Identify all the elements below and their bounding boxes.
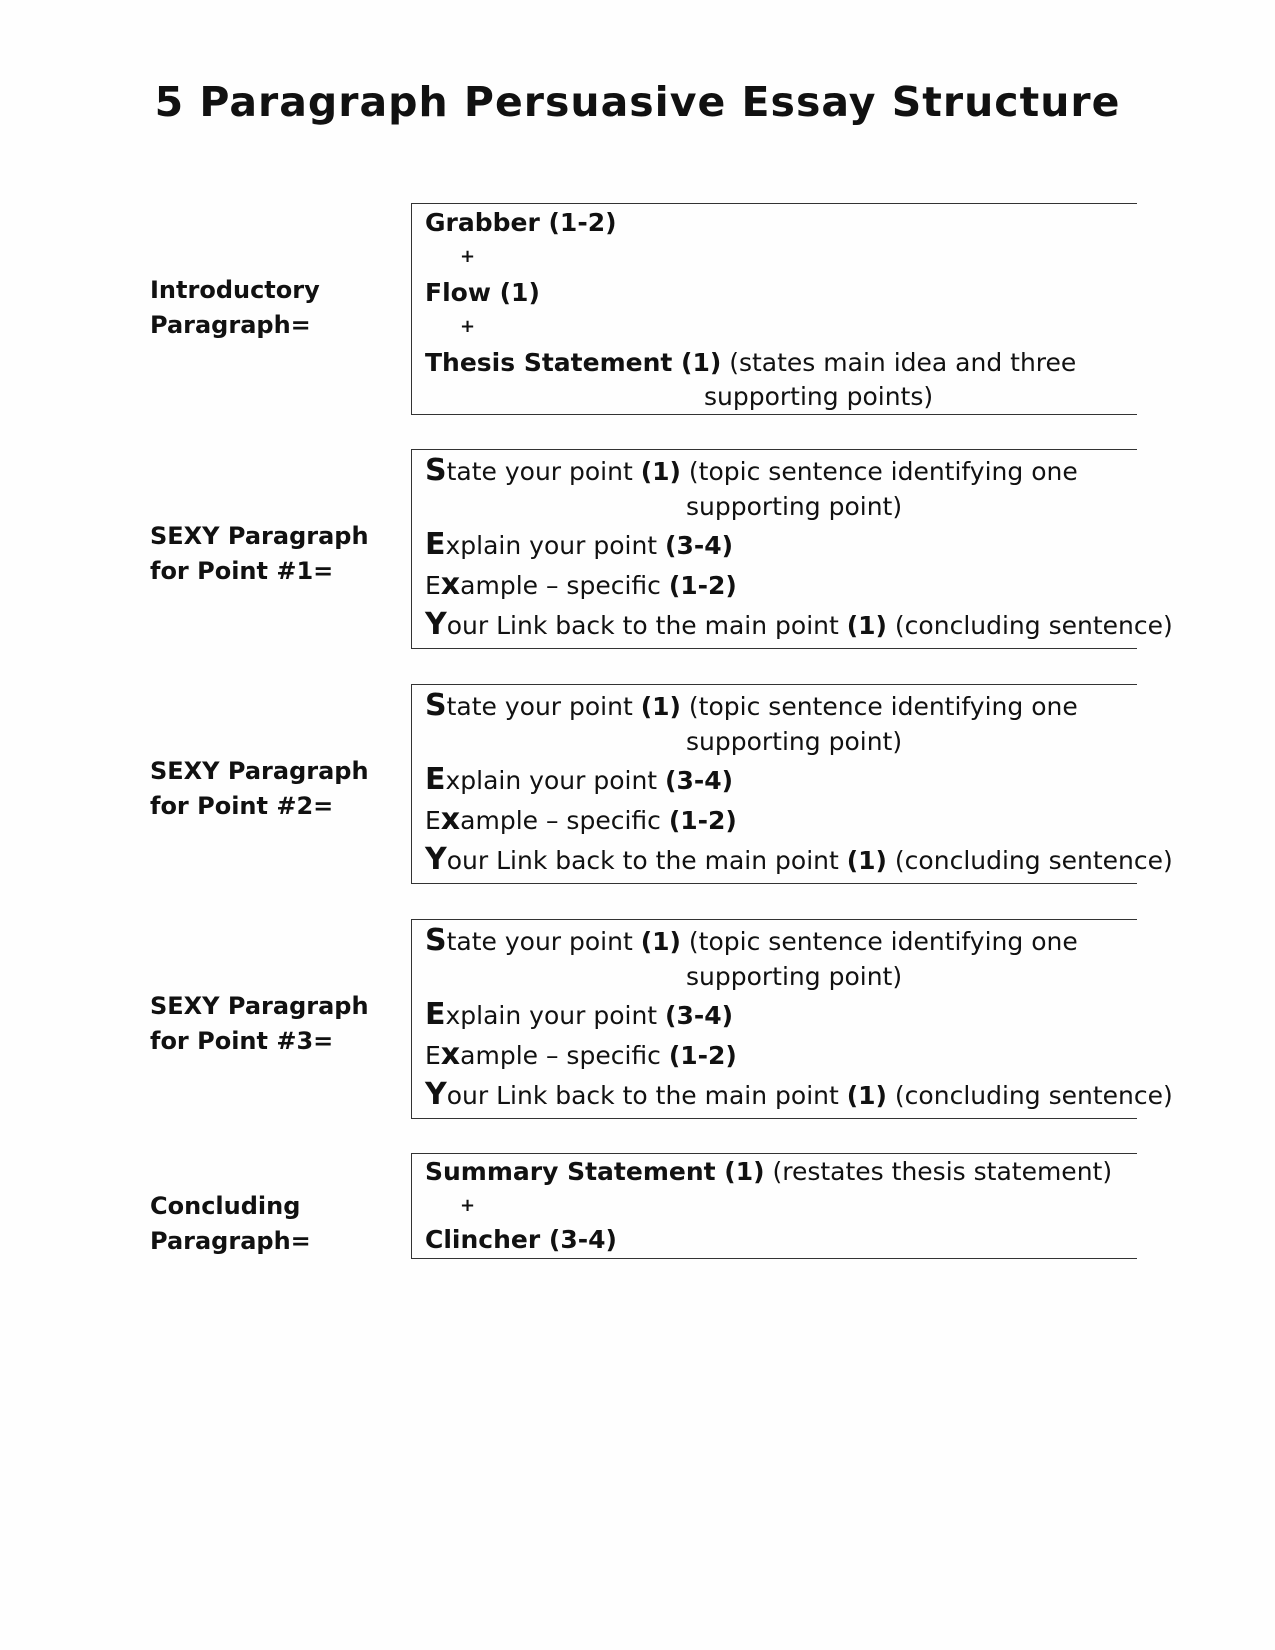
explain-line	[425, 997, 734, 1032]
example-pre: E	[425, 571, 441, 600]
state-text: tate your point	[446, 927, 641, 956]
sexy-1-label	[150, 519, 390, 589]
state-count: (1)	[640, 692, 681, 721]
sexy-2-box	[411, 684, 1173, 884]
plus-sign: +	[460, 246, 476, 267]
conclusion-label-line1: Concluding	[150, 1192, 301, 1220]
state-initial: S	[425, 453, 447, 488]
example-line	[425, 567, 737, 602]
sexy-2-label-line1: SEXY Paragraph	[150, 757, 369, 785]
state-initial: S	[425, 923, 447, 958]
summary-text: (restates thesis statement)	[764, 1157, 1113, 1186]
state-count: (1)	[640, 457, 681, 486]
sexy-3-label-line1: SEXY Paragraph	[150, 992, 369, 1020]
explain-initial: E	[425, 997, 446, 1032]
state-line	[425, 688, 1078, 723]
thesis-continuation: supporting points)	[704, 382, 934, 411]
state-rest: (topic sentence identifying one	[680, 457, 1078, 486]
conclusion-label	[150, 1189, 390, 1259]
explain-line	[425, 762, 734, 797]
link-line	[425, 842, 1173, 877]
plus-sign: +	[460, 1195, 476, 1216]
explain-text: xplain your point	[445, 766, 666, 795]
state-line	[425, 453, 1078, 488]
state-continuation: supporting point)	[686, 962, 903, 991]
link-line	[425, 607, 1173, 642]
explain-count: (3-4)	[665, 1001, 734, 1030]
example-text: ample – specific	[460, 1041, 669, 1070]
state-rest: (topic sentence identifying one	[680, 692, 1078, 721]
explain-initial: E	[425, 527, 446, 562]
example-count: (1-2)	[668, 1041, 737, 1070]
link-text: our Link back to the main point	[446, 611, 847, 640]
sexy-3-label-line2: for Point #3=	[150, 1027, 334, 1055]
example-count: (1-2)	[668, 571, 737, 600]
intro-label-line2: Paragraph=	[150, 311, 311, 339]
state-count: (1)	[640, 927, 681, 956]
sexy-1-label-line2: for Point #1=	[150, 557, 334, 585]
example-pre: E	[425, 1041, 441, 1070]
explain-count: (3-4)	[665, 531, 734, 560]
page-title: 5 Paragraph Persuasive Essay Structure	[154, 78, 1121, 126]
link-count: (1)	[846, 611, 887, 640]
clincher-line: Clincher (3-4)	[425, 1225, 617, 1254]
explain-text: xplain your point	[445, 531, 666, 560]
link-count: (1)	[846, 846, 887, 875]
sexy-2-label-line2: for Point #2=	[150, 792, 334, 820]
state-rest: (topic sentence identifying one	[680, 927, 1078, 956]
conclusion-label-line2: Paragraph=	[150, 1227, 311, 1255]
sexy-1-box	[411, 449, 1173, 649]
link-initial: Y	[425, 607, 447, 642]
sexy-3-label	[150, 989, 390, 1059]
example-line	[425, 1037, 737, 1072]
conclusion-box	[411, 1153, 1137, 1259]
explain-line	[425, 527, 734, 562]
link-text: our Link back to the main point	[446, 1081, 847, 1110]
flow-line: Flow (1)	[425, 278, 540, 307]
example-initial: x	[440, 1037, 461, 1072]
example-pre: E	[425, 806, 441, 835]
state-initial: S	[425, 688, 447, 723]
example-line	[425, 802, 737, 837]
thesis-text: (states main idea and three	[721, 348, 1077, 377]
grabber-line: Grabber (1-2)	[425, 208, 617, 237]
link-initial: Y	[425, 842, 447, 877]
summary-label: Summary Statement (1)	[425, 1157, 765, 1186]
link-line	[425, 1077, 1173, 1112]
link-initial: Y	[425, 1077, 447, 1112]
link-rest: (concluding sentence)	[886, 611, 1173, 640]
state-continuation: supporting point)	[686, 727, 903, 756]
link-count: (1)	[846, 1081, 887, 1110]
state-text: tate your point	[446, 692, 641, 721]
intro-label-line1: Introductory	[150, 276, 320, 304]
state-continuation: supporting point)	[686, 492, 903, 521]
link-text: our Link back to the main point	[446, 846, 847, 875]
sexy-3-box	[411, 919, 1173, 1119]
example-count: (1-2)	[668, 806, 737, 835]
link-rest: (concluding sentence)	[886, 1081, 1173, 1110]
explain-initial: E	[425, 762, 446, 797]
example-text: ample – specific	[460, 571, 669, 600]
example-initial: x	[440, 802, 461, 837]
intro-box	[411, 203, 1137, 415]
sexy-1-label-line1: SEXY Paragraph	[150, 522, 369, 550]
thesis-label: Thesis Statement (1)	[425, 348, 722, 377]
plus-sign: +	[460, 316, 476, 337]
thesis-line	[425, 348, 1076, 378]
link-rest: (concluding sentence)	[886, 846, 1173, 875]
state-line	[425, 923, 1078, 958]
sexy-2-label	[150, 754, 390, 824]
example-initial: x	[440, 567, 461, 602]
state-text: tate your point	[446, 457, 641, 486]
summary-line	[425, 1157, 1112, 1187]
explain-count: (3-4)	[665, 766, 734, 795]
intro-label	[150, 273, 390, 343]
example-text: ample – specific	[460, 806, 669, 835]
explain-text: xplain your point	[445, 1001, 666, 1030]
